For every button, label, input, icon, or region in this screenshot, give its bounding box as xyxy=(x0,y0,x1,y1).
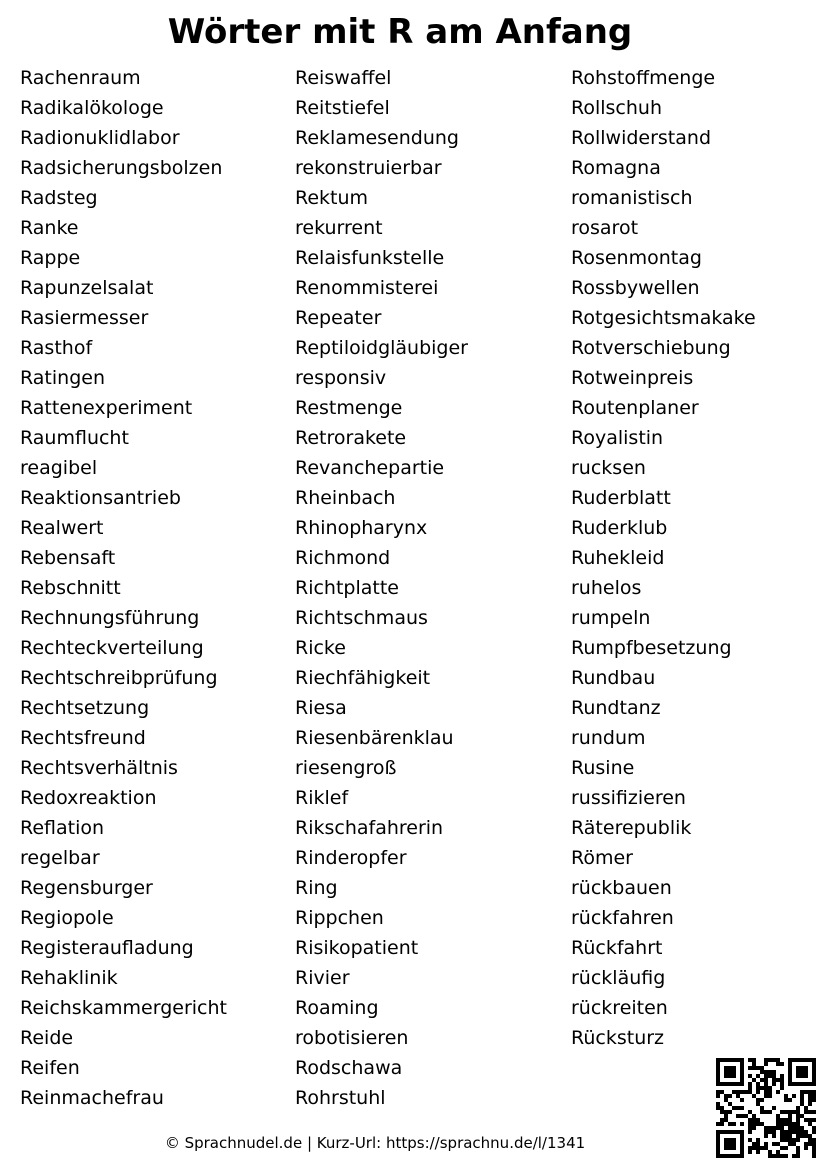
word-item: Riesa xyxy=(295,697,347,719)
word-item: Rivier xyxy=(295,967,350,989)
word-item: Royalistin xyxy=(571,427,664,449)
word-item: Rumpfbesetzung xyxy=(571,637,732,659)
word-item: Richtplatte xyxy=(295,577,399,599)
word-item: Rechtsverhältnis xyxy=(20,757,178,779)
word-item: Reklamesendung xyxy=(295,127,459,149)
word-item: reagibel xyxy=(20,457,98,479)
word-item: Ricke xyxy=(295,637,346,659)
word-item: rucksen xyxy=(571,457,646,479)
word-item: Radikalökologe xyxy=(20,97,164,119)
word-item: Rotverschiebung xyxy=(571,337,731,359)
word-item: Repeater xyxy=(295,307,382,329)
word-item: rundum xyxy=(571,727,646,749)
word-item: Restmenge xyxy=(295,397,403,419)
word-item: Radionuklidlabor xyxy=(20,127,180,149)
word-item: Regiopole xyxy=(20,907,114,929)
word-item: Rechtsfreund xyxy=(20,727,146,749)
word-item: Riklef xyxy=(295,787,349,809)
word-item: Rasiermesser xyxy=(20,307,149,329)
word-item: Ruhekleid xyxy=(571,547,665,569)
word-item: Reitstiefel xyxy=(295,97,390,119)
word-item: Ruderklub xyxy=(571,517,668,539)
word-item: Reiswaffel xyxy=(295,67,392,89)
word-item: Rachenraum xyxy=(20,67,141,89)
word-item: Reinmachefrau xyxy=(20,1087,164,1109)
word-item: Rodschawa xyxy=(295,1057,403,1079)
word-item: Routenplaner xyxy=(571,397,699,419)
word-item: rückreiten xyxy=(571,997,668,1019)
word-item: Ring xyxy=(295,877,338,899)
word-item: Reaktionsantrieb xyxy=(20,487,181,509)
footer-copyright: © Sprachnudel.de | Kurz-Url: https://sprachnu.de/l/1341 xyxy=(164,1134,586,1152)
word-item: Rotgesichtsmakake xyxy=(571,307,756,329)
word-item: Rasthof xyxy=(20,337,93,359)
word-column-3 xyxy=(571,63,756,1053)
word-item: Registeraufladung xyxy=(20,937,194,959)
word-item: Rapunzelsalat xyxy=(20,277,154,299)
word-item: Raumflucht xyxy=(20,427,129,449)
word-item: Radsteg xyxy=(20,187,98,209)
word-item: Rundbau xyxy=(571,667,656,689)
word-item: Reichskammergericht xyxy=(20,997,227,1019)
word-item: Rinderopfer xyxy=(295,847,407,869)
word-item: Rehaklinik xyxy=(20,967,118,989)
word-item: rekurrent xyxy=(295,217,383,239)
word-item: rückfahren xyxy=(571,907,674,929)
word-item: Rechtschreibprüfung xyxy=(20,667,218,689)
word-item: Reide xyxy=(20,1027,74,1049)
word-item: Rückfahrt xyxy=(571,937,663,959)
word-item: Rohstoffmenge xyxy=(571,67,716,89)
word-item: Rappe xyxy=(20,247,81,269)
word-item: Rhinopharynx xyxy=(295,517,428,539)
qr-code-icon xyxy=(716,1058,816,1158)
word-item: regelbar xyxy=(20,847,100,869)
word-item: Ruderblatt xyxy=(571,487,671,509)
word-item: ruhelos xyxy=(571,577,642,599)
word-item: Rossbywellen xyxy=(571,277,700,299)
word-item: rekonstruierbar xyxy=(295,157,442,179)
word-item: Reifen xyxy=(20,1057,80,1079)
word-item: Rippchen xyxy=(295,907,384,929)
word-item: Relaisfunkstelle xyxy=(295,247,445,269)
word-item: Rotweinpreis xyxy=(571,367,694,389)
word-item: Regensburger xyxy=(20,877,153,899)
word-item: Rheinbach xyxy=(295,487,396,509)
word-item: Romagna xyxy=(571,157,661,179)
word-column-1 xyxy=(20,63,227,1113)
word-item: Reflation xyxy=(20,817,105,839)
word-item: riesengroß xyxy=(295,757,397,779)
word-item: Rebschnitt xyxy=(20,577,121,599)
word-item: Reptiloidgläubiger xyxy=(295,337,468,359)
word-item: rückbauen xyxy=(571,877,672,899)
word-item: Redoxreaktion xyxy=(20,787,157,809)
word-item: Realwert xyxy=(20,517,104,539)
word-item: Riechfähigkeit xyxy=(295,667,431,689)
word-item: Rebensaft xyxy=(20,547,116,569)
word-item: Rohrstuhl xyxy=(295,1087,386,1109)
word-item: Rusine xyxy=(571,757,635,779)
word-item: robotisieren xyxy=(295,1027,409,1049)
word-item: Rektum xyxy=(295,187,369,209)
word-item: russifizieren xyxy=(571,787,686,809)
word-item: Römer xyxy=(571,847,633,869)
word-item: Rosenmontag xyxy=(571,247,702,269)
word-item: Ranke xyxy=(20,217,79,239)
word-item: Retrorakete xyxy=(295,427,407,449)
word-item: Rollschuh xyxy=(571,97,663,119)
word-item: Rikschafahrerin xyxy=(295,817,444,839)
word-item: Renommisterei xyxy=(295,277,439,299)
word-item: rückläufig xyxy=(571,967,666,989)
word-item: Richtschmaus xyxy=(295,607,428,629)
word-item: Rechteckverteilung xyxy=(20,637,204,659)
word-item: Roaming xyxy=(295,997,379,1019)
word-item: responsiv xyxy=(295,367,387,389)
word-item: Rechnungsführung xyxy=(20,607,200,629)
word-item: Rechtsetzung xyxy=(20,697,150,719)
word-item: Revanchepartie xyxy=(295,457,445,479)
word-item: Radsicherungsbolzen xyxy=(20,157,223,179)
word-item: romanistisch xyxy=(571,187,693,209)
word-item: Risikopatient xyxy=(295,937,419,959)
word-item: rosarot xyxy=(571,217,639,239)
word-item: Räterepublik xyxy=(571,817,692,839)
word-item: Riesenbärenklau xyxy=(295,727,454,749)
page-title: Wörter mit R am Anfang xyxy=(167,12,633,52)
word-item: Rücksturz xyxy=(571,1027,665,1049)
word-item: Rollwiderstand xyxy=(571,127,712,149)
word-item: Richmond xyxy=(295,547,391,569)
word-column-2 xyxy=(295,63,468,1113)
word-item: Rundtanz xyxy=(571,697,661,719)
word-item: rumpeln xyxy=(571,607,651,629)
word-item: Ratingen xyxy=(20,367,105,389)
word-item: Rattenexperiment xyxy=(20,397,193,419)
